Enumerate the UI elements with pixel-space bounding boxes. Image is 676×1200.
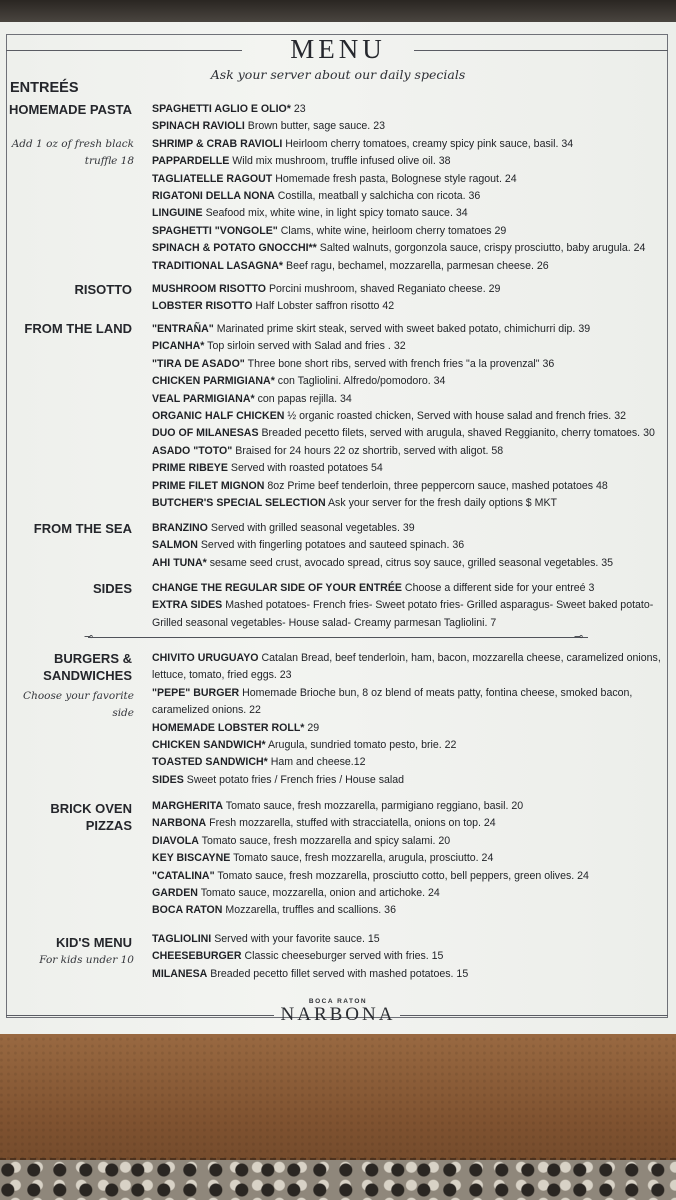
menu-item-name: NARBONA xyxy=(152,817,207,830)
menu-item xyxy=(152,650,672,685)
menu-item-description: con Tagliolini. Alfredo/pomodoro. 34 xyxy=(277,375,446,388)
menu-item xyxy=(152,966,672,983)
pizzas-items xyxy=(152,798,672,920)
menu-item-name: KEY BISCAYNE xyxy=(152,852,231,865)
pasta-items xyxy=(152,101,672,275)
sea-items xyxy=(152,520,672,572)
menu-item xyxy=(152,850,672,867)
menu-item-name: TAGLIOLINI xyxy=(152,933,212,945)
section-risotto-label: RISOTTO xyxy=(74,282,132,297)
menu-item-name: PRIME RIBEYE xyxy=(152,462,228,475)
menu-item-description: Ham and cheese.12 xyxy=(270,756,366,769)
menu-item-description: Beef ragu, bechamel, mozzarella, parmesan cheese. 26 xyxy=(286,259,549,272)
menu-item-name: ORGANIC HALF CHICKEN xyxy=(152,410,285,423)
section-sea-label: FROM THE SEA xyxy=(33,521,132,536)
land-items xyxy=(152,321,672,512)
kids-items xyxy=(152,931,672,983)
menu-item-name: SPAGHETTI AGLIO E OLIO* xyxy=(152,103,291,115)
menu-item-name: SPINACH RAVIOLI xyxy=(152,120,245,133)
menu-item-description: Tomato sauce, fresh mozzarella and spicy salami. 20 xyxy=(201,834,451,847)
menu-item-name: MUSHROOM RISOTTO xyxy=(152,283,266,295)
menu-item-name: RIGATONI DELLA NONA xyxy=(152,190,275,203)
menu-item-name: GARDEN xyxy=(152,887,198,900)
menu-item xyxy=(152,391,672,408)
menu-item-name: SPINACH & POTATO GNOCCHI** xyxy=(152,242,317,255)
menu-item xyxy=(152,685,672,720)
menu-item-description: Mashed potatoes- French fries- Sweet potato fries- Grilled asparagus- Sweet baked potato- Grilled seasonal vegetables- House salad- Creamy parmesan Tagliolini. 7 xyxy=(152,599,654,629)
menu-title: MENU xyxy=(290,34,386,64)
burgers-note: Choose your favorite side xyxy=(23,690,134,719)
menu-item xyxy=(152,833,672,850)
risotto-items xyxy=(152,281,672,316)
menu-item xyxy=(152,153,672,170)
menu-item-name: SIDES xyxy=(152,773,184,786)
section-pasta-text: HOMEMADE PASTA xyxy=(8,102,132,117)
menu-item xyxy=(152,356,672,373)
menu-item-description: Homemade fresh pasta, Bolognese style ragout. 24 xyxy=(275,172,517,185)
menu-item-name: PRIME FILET MIGNON xyxy=(152,479,265,492)
menu-item-description: Homemade Brioche bun, 8 oz blend of meats patty, fontina cheese, smoked bacon, caramelized onions. 22 xyxy=(152,686,633,717)
menu-item-description: ½ organic roasted chicken, Served with house salad and french fries. 32 xyxy=(287,410,626,423)
menu-item-description: 29 xyxy=(307,721,320,734)
menu-item-name: BUTCHER'S SPECIAL SELECTION xyxy=(152,497,326,510)
menu-item xyxy=(152,520,672,537)
section-kids-label: KID'S MENU xyxy=(55,935,132,950)
menu-item-description: Brown butter, sage sauce. 23 xyxy=(247,120,385,133)
menu-item xyxy=(152,258,672,275)
menu-item-name: CHICKEN PARMIGIANA* xyxy=(152,375,275,388)
menu-item-name: CHICKEN SANDWICH* xyxy=(152,739,266,752)
menu-item-name: HOMEMADE LOBSTER ROLL* xyxy=(152,721,305,734)
menu-item-description: Served with your favorite sauce. 15 xyxy=(214,933,380,945)
section-land-label: FROM THE LAND xyxy=(24,321,132,336)
menu-item-description: Served with fingerling potatoes and sauteed spinach. 36 xyxy=(200,539,465,552)
menu-item xyxy=(152,868,672,885)
menu-item-description: Arugula, sundried tomato pesto, brie. 22 xyxy=(267,739,457,752)
menu-item-description: Ask your server for the fresh daily options $ MKT xyxy=(327,497,558,510)
menu-item xyxy=(152,885,672,902)
menu-item-name: BOCA RATON xyxy=(152,904,223,917)
menu-item-name: SPAGHETTI "VONGOLE" xyxy=(152,224,278,237)
menu-item xyxy=(152,798,672,815)
menu-item-description: Mozzarella, truffles and scallions. 36 xyxy=(225,904,396,917)
footer-location: BOCA RATON xyxy=(308,998,368,1005)
divider-ornament-left: ⊸ xyxy=(84,631,94,643)
menu-item-description: Catalan Bread, beef tenderloin, ham, bacon, mozzarella cheese, caramelized onions, lettuce, tomato, fried eggs. 23 xyxy=(152,652,661,682)
menu-item xyxy=(152,118,672,135)
menu-subtitle: Ask your server about our daily specials xyxy=(210,67,466,82)
menu-item-name: LOBSTER RISOTTO xyxy=(152,300,253,313)
menu-item xyxy=(152,815,672,832)
menu-item-description: Salted walnuts, gorgonzola sauce, crispy prosciutto, baby arugula. 24 xyxy=(319,242,646,255)
menu-item-description: Half Lobster saffron risotto 42 xyxy=(255,300,395,313)
menu-item-name: EXTRA SIDES xyxy=(152,599,223,612)
menu-item-description: Costilla, meatball y salchicha con ricota. 36 xyxy=(277,190,481,203)
menu-item-description: Fresh mozzarella, stuffed with stracciatella, onions on top. 24 xyxy=(209,817,496,830)
divider-ornament-right: ⊸ xyxy=(574,631,584,643)
menu-item xyxy=(152,136,672,153)
menu-item-name: MILANESA xyxy=(152,967,208,980)
kids-note: For kids under 10 xyxy=(39,954,134,966)
menu-item xyxy=(152,425,672,442)
menu-item xyxy=(152,478,672,495)
section-divider xyxy=(88,637,588,638)
menu-item-name: SALMON xyxy=(152,539,198,552)
menu-item-name: TAGLIATELLE RAGOUT xyxy=(152,172,273,185)
menu-item-description: 23 xyxy=(293,103,306,115)
sides-items xyxy=(152,580,672,632)
menu-item-description: Braised for 24 hours 22 oz shortrib, served with aligot. 58 xyxy=(235,444,504,457)
menu-item-name: PAPPARDELLE xyxy=(152,155,230,168)
menu-item xyxy=(152,188,672,205)
menu-item-name: "ENTRAÑA" xyxy=(152,323,214,335)
menu-item-description: 8oz Prime beef tenderloin, three peppercorn sauce, mashed potatoes 48 xyxy=(267,479,608,492)
section-burgers-label: BURGERS & SANDWICHES xyxy=(43,651,132,683)
menu-item-name: BRANZINO xyxy=(152,522,208,534)
menu-item-description: Breaded pecetto filets, served with arugula, shaved Reggianito, cherry tomatoes. 30 xyxy=(261,427,655,440)
menu-item xyxy=(152,902,672,919)
menu-item-description: Tomato sauce, mozzarella, onion and artichoke. 24 xyxy=(200,887,440,900)
burgers-items xyxy=(152,650,672,789)
menu-item-name: "CATALINA" xyxy=(152,869,215,882)
menu-item xyxy=(152,240,672,257)
menu-item xyxy=(152,597,672,632)
menu-item-description: Clams, white wine, heirloom cherry tomatoes 29 xyxy=(280,224,507,237)
menu-item-description: Tomato sauce, fresh mozzarella, arugula, prosciutto. 24 xyxy=(233,852,494,865)
menu-item-name: DIAVOLA xyxy=(152,834,199,847)
menu-item-name: AHI TUNA* xyxy=(152,556,207,569)
menu-item-description: Tomato sauce, fresh mozzarella, parmigiano reggiano, basil. 20 xyxy=(225,800,524,812)
pasta-note: Add 1 oz of fresh black truffle 18 xyxy=(11,138,134,167)
menu-item xyxy=(152,495,672,512)
menu-item-description: Porcini mushroom, shaved Reganiato cheese. 29 xyxy=(268,283,501,295)
menu-item-description: Served with roasted potatoes 54 xyxy=(230,462,383,475)
menu-item xyxy=(152,338,672,355)
section-pizzas-label: BRICK OVEN PIZZAS xyxy=(50,801,132,833)
menu-item xyxy=(152,948,672,965)
menu-item-description: Breaded pecetto fillet served with mashed potatoes. 15 xyxy=(210,967,469,980)
menu-item-description: Sweet potato fries / French fries / House salad xyxy=(186,773,405,786)
menu-item-description: sesame seed crust, avocado spread, citrus soy sauce, grilled seasonal vegetables. 35 xyxy=(209,556,614,569)
menu-item xyxy=(152,580,672,597)
menu-item-name: TOASTED SANDWICH* xyxy=(152,756,268,769)
menu-item xyxy=(152,720,672,737)
menu-item xyxy=(152,205,672,222)
menu-item-name: ASADO "TOTO" xyxy=(152,444,233,457)
menu-item-name: "PEPE" BURGER xyxy=(152,686,240,699)
menu-item xyxy=(152,321,672,338)
menu-item xyxy=(152,555,672,572)
menu-item-name: CHIVITO URUGUAYO xyxy=(152,652,259,664)
menu-item-description: Choose a different side for your entreé 3 xyxy=(404,582,595,594)
menu-item xyxy=(152,281,672,298)
footer-brand: NARBONA xyxy=(280,1004,396,1025)
menu-item xyxy=(152,737,672,754)
menu-item-description: con papas rejilla. 34 xyxy=(257,392,352,405)
menu-item-description: Marinated prime skirt steak, served with sweet baked potato, chimichurri dip. 39 xyxy=(216,323,591,335)
menu-item xyxy=(152,408,672,425)
menu-item-name: CHEESEBURGER xyxy=(152,950,242,963)
menu-item xyxy=(152,460,672,477)
menu-item xyxy=(152,373,672,390)
menu-item-description: Wild mix mushroom, truffle infused olive oil. 38 xyxy=(232,155,451,168)
menu-item-description: Heirloom cherry tomatoes, creamy spicy pink sauce, basil. 34 xyxy=(285,137,574,150)
menu-item xyxy=(152,298,672,315)
menu-item xyxy=(152,443,672,460)
menu-item xyxy=(152,754,672,771)
tablecloth xyxy=(0,1160,676,1200)
section-pasta-label xyxy=(4,101,132,118)
menu-item-name: PICANHA* xyxy=(152,340,205,353)
menu-item-name: CHANGE THE REGULAR SIDE OF YOUR ENTRÉE xyxy=(152,582,402,594)
menu-item-description: Top sirloin served with Salad and fries . 32 xyxy=(207,340,406,353)
menu-item-name: SHRIMP & CRAB RAVIOLI xyxy=(152,137,283,150)
menu-item-name: "TIRA DE ASADO" xyxy=(152,357,245,370)
menu-item-description: Tomato sauce, fresh mozzarella, prosciutto cotto, bell peppers, green olives. 24 xyxy=(217,869,589,882)
menu-item xyxy=(152,772,672,789)
menu-item-name: DUO OF MILANESAS xyxy=(152,427,259,440)
menu-item-description: Served with grilled seasonal vegetables. 39 xyxy=(210,522,415,534)
menu-item-description: Three bone short ribs, served with french fries "a la provenzal" 36 xyxy=(247,357,555,370)
menu-item xyxy=(152,223,672,240)
menu-item xyxy=(152,931,672,948)
section-sides-label: SIDES xyxy=(92,581,132,596)
menu-item-description: Classic cheeseburger served with fries. 15 xyxy=(244,950,444,963)
menu-item-name: LINGUINE xyxy=(152,207,203,220)
menu-item-name: TRADITIONAL LASAGNA* xyxy=(152,259,284,272)
menu-item xyxy=(152,537,672,554)
menu-item-name: VEAL PARMIGIANA* xyxy=(152,392,255,405)
menu-item xyxy=(152,171,672,188)
menu-item xyxy=(152,101,672,118)
menu-item-description: Seafood mix, white wine, in light spicy tomato sauce. 34 xyxy=(205,207,468,220)
section-entrees: ENTREÉS xyxy=(10,80,79,96)
menu-item-name: MARGHERITA xyxy=(152,800,224,812)
